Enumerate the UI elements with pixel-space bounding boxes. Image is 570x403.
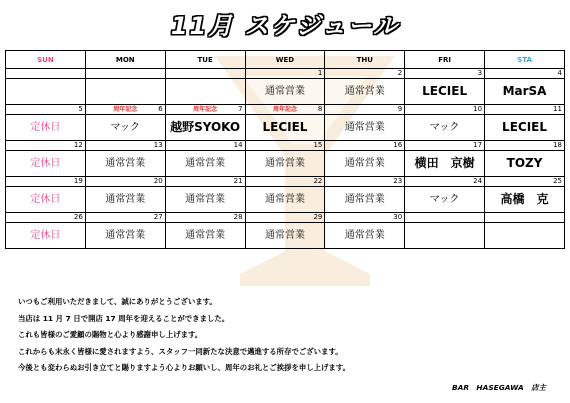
event-label: 通常営業 <box>344 86 385 97</box>
date-number: 10 <box>473 105 483 113</box>
date-cell <box>6 141 86 151</box>
date-number: 5 <box>78 105 83 113</box>
message-line: いつもご利用いただきまして、誠にありがとうございます。 <box>18 297 217 306</box>
date-cell <box>6 213 86 223</box>
closed-day-label: 定休日 <box>30 122 61 133</box>
event-label: 通常営業 <box>344 230 385 241</box>
event-label: 通常営業 <box>264 86 305 97</box>
event-cell <box>85 79 165 105</box>
event-cell <box>6 223 86 249</box>
event-label: TOZY <box>506 156 543 170</box>
event-cell <box>245 151 325 177</box>
event-label: 通常営業 <box>185 194 226 205</box>
event-cell <box>405 151 485 177</box>
date-number: 25 <box>553 177 562 185</box>
weekday-header-row <box>6 51 565 69</box>
weekday-wed: WED <box>245 51 325 69</box>
date-number: 12 <box>73 141 83 149</box>
date-cell <box>85 105 165 115</box>
date-number: 16 <box>393 141 403 149</box>
event-cell <box>165 115 245 141</box>
date-number: 20 <box>153 177 163 185</box>
date-number: 23 <box>393 177 403 185</box>
date-number-row <box>6 105 565 115</box>
date-number: 8 <box>317 105 323 113</box>
date-cell <box>165 105 245 115</box>
date-number: 24 <box>473 177 483 185</box>
date-number: 1 <box>317 69 323 77</box>
signature: BAR HASEGAWA 店主 <box>452 383 546 392</box>
event-label: 高橋 克 <box>500 192 549 206</box>
date-cell <box>325 69 405 79</box>
event-label: マック <box>429 122 460 133</box>
date-cell <box>325 213 405 223</box>
date-cell <box>245 213 325 223</box>
event-row <box>6 79 565 105</box>
event-cell <box>245 223 325 249</box>
date-cell <box>485 177 565 187</box>
event-cell <box>485 79 565 105</box>
event-cell <box>325 223 405 249</box>
date-number: 11 <box>553 105 562 113</box>
date-cell <box>245 105 325 115</box>
event-label: MarSA <box>502 84 547 98</box>
date-number: 3 <box>477 69 483 77</box>
date-cell <box>245 69 325 79</box>
date-cell <box>325 177 405 187</box>
event-cell <box>6 151 86 177</box>
weekday-thu: THU <box>325 51 405 69</box>
message-line: これも皆様のご愛顧の賜物と心より感謝申し上げます。 <box>18 330 203 339</box>
event-row <box>6 187 565 213</box>
closed-day-label: 定休日 <box>30 230 61 241</box>
event-label: 通常営業 <box>264 194 305 205</box>
event-label: マック <box>110 122 141 133</box>
date-cell <box>85 177 165 187</box>
date-cell <box>485 141 565 151</box>
event-cell <box>485 151 565 177</box>
event-cell <box>485 115 565 141</box>
date-cell <box>405 213 485 223</box>
date-number: 22 <box>313 177 323 185</box>
date-cell <box>485 213 565 223</box>
date-cell <box>165 69 245 79</box>
message-line: 当店は 11 月 7 日で開店 17 周年を迎えることができました。 <box>18 313 230 323</box>
date-number: 7 <box>238 105 243 113</box>
date-cell <box>85 141 165 151</box>
date-number: 21 <box>233 177 243 185</box>
event-cell <box>405 223 485 249</box>
event-cell <box>325 115 405 141</box>
calendar-table <box>5 50 565 249</box>
event-label: 通常営業 <box>105 230 146 241</box>
weekday-sun: SUN <box>6 51 86 69</box>
event-cell <box>6 79 86 105</box>
date-number: 27 <box>153 213 163 221</box>
event-row <box>6 115 565 141</box>
event-cell <box>85 223 165 249</box>
closed-day-label: 定休日 <box>30 158 61 169</box>
date-cell <box>6 177 86 187</box>
date-cell <box>165 177 245 187</box>
event-cell <box>165 223 245 249</box>
event-cell <box>485 187 565 213</box>
date-cell <box>6 69 86 79</box>
event-label: 通常営業 <box>344 194 385 205</box>
message-line: 今後とも変わらぬお引き立てと賜りますよう心よりお願いし、周年のお礼とご挨拶を申し上げます。 <box>18 363 350 372</box>
date-number: 29 <box>313 213 323 221</box>
event-cell <box>325 187 405 213</box>
date-number: 9 <box>397 105 403 113</box>
date-cell <box>405 105 485 115</box>
event-row <box>6 223 565 249</box>
date-number-row <box>6 177 565 187</box>
weekday-fri: FRI <box>405 51 485 69</box>
date-cell <box>325 105 405 115</box>
event-label: 通常営業 <box>185 158 226 169</box>
date-cell <box>165 141 245 151</box>
event-label: 通常営業 <box>344 158 385 169</box>
event-label: 通常営業 <box>264 230 305 241</box>
event-cell <box>405 115 485 141</box>
page-title: 11月 スケジュール <box>170 12 400 40</box>
event-cell <box>6 187 86 213</box>
date-number: 15 <box>313 141 323 149</box>
date-number: 4 <box>557 69 562 77</box>
event-cell <box>245 79 325 105</box>
event-cell <box>85 187 165 213</box>
weekday-sat: STA <box>485 51 565 69</box>
date-cell <box>485 69 565 79</box>
event-label: 通常営業 <box>185 230 226 241</box>
date-cell <box>325 141 405 151</box>
weekday-mon: MON <box>85 51 165 69</box>
event-cell <box>245 187 325 213</box>
date-cell <box>485 105 565 115</box>
event-label: 横田 京樹 <box>414 156 475 170</box>
date-cell <box>85 69 165 79</box>
date-number-row <box>6 141 565 151</box>
event-cell <box>165 151 245 177</box>
date-number-row <box>6 69 565 79</box>
date-number: 26 <box>73 213 83 221</box>
anniversary-label: 周年記念 <box>193 106 218 113</box>
date-cell <box>405 141 485 151</box>
event-label: LECIEL <box>422 84 468 98</box>
anniversary-label: 周年記念 <box>113 106 138 113</box>
event-cell <box>405 187 485 213</box>
date-cell <box>6 105 86 115</box>
event-label: 通常営業 <box>344 122 385 133</box>
event-label: LECIEL <box>502 120 548 134</box>
event-cell <box>405 79 485 105</box>
date-cell <box>165 213 245 223</box>
date-number: 30 <box>393 213 403 221</box>
event-cell <box>325 79 405 105</box>
event-label: 通常営業 <box>105 158 146 169</box>
event-cell <box>165 187 245 213</box>
event-label: 通常営業 <box>105 194 146 205</box>
date-number: 13 <box>153 141 163 149</box>
message-line: これからも末永く皆様に愛されますよう、スタッフ一同新たな決意で邁進する所存でございます。 <box>18 346 343 356</box>
anniversary-label: 周年記念 <box>272 106 297 113</box>
date-number: 14 <box>233 141 243 149</box>
date-number: 6 <box>158 105 163 113</box>
event-label: 越野SYOKO <box>170 120 241 134</box>
event-cell <box>485 223 565 249</box>
date-cell <box>405 177 485 187</box>
date-number: 17 <box>473 141 483 149</box>
date-number: 18 <box>553 141 562 149</box>
event-label: LECIEL <box>262 120 308 134</box>
event-cell <box>245 115 325 141</box>
date-cell <box>245 141 325 151</box>
date-number: 28 <box>233 213 243 221</box>
closed-day-label: 定休日 <box>30 194 61 205</box>
date-cell <box>405 69 485 79</box>
event-cell <box>85 151 165 177</box>
greeting-message <box>18 294 350 377</box>
event-cell <box>85 115 165 141</box>
weekday-tue: TUE <box>165 51 245 69</box>
date-number-row <box>6 213 565 223</box>
date-cell <box>245 177 325 187</box>
event-label: 通常営業 <box>264 158 305 169</box>
date-number: 19 <box>73 177 83 185</box>
date-number: 2 <box>397 69 403 77</box>
event-row <box>6 151 565 177</box>
event-label: マック <box>429 194 460 205</box>
event-cell <box>325 151 405 177</box>
date-cell <box>85 213 165 223</box>
event-cell <box>6 115 86 141</box>
event-cell <box>165 79 245 105</box>
